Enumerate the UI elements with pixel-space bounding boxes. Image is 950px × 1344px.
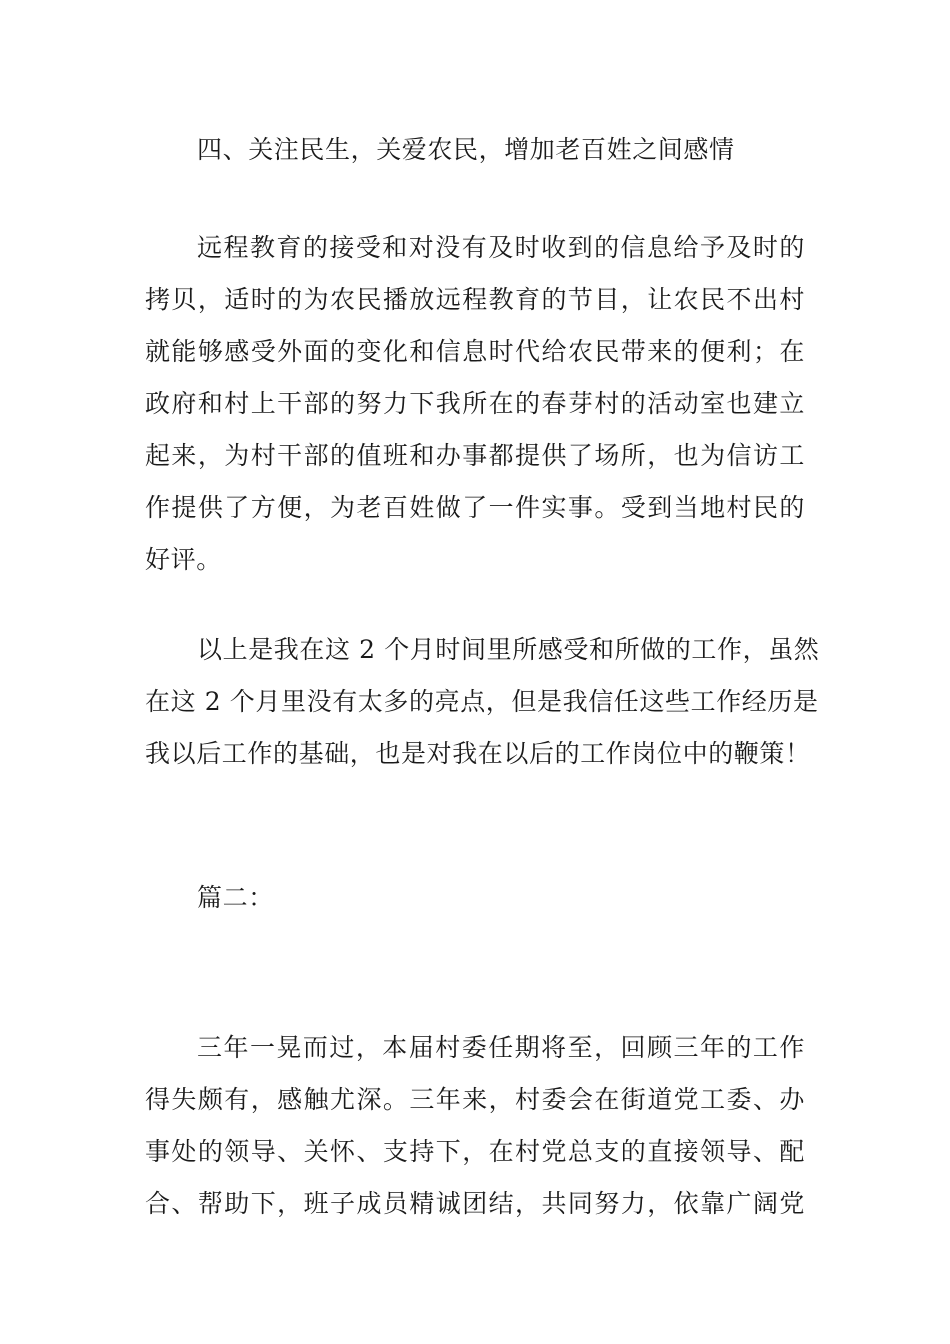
paragraph-line: 以上是我在这 2 个月时间里所感受和所做的工作，虽然 (197, 635, 820, 664)
paragraph-line: 远程教育的接受和对没有及时收到的信息给予及时的 (197, 233, 805, 262)
paragraph-line: 三年一晃而过，本届村委任期将至，回顾三年的工作 (197, 1033, 805, 1062)
section-heading: 四、关注民生，关爱农民，增加老百姓之间感情 (197, 135, 735, 164)
paragraph-line: 事处的领导、关怀、支持下，在村党总支的直接领导、配 (145, 1137, 805, 1166)
paragraph-line: 我以后工作的基础，也是对我在以后的工作岗位中的鞭策！ (145, 739, 811, 768)
paragraph-line: 得失颇有，感触尤深。三年来，村委会在街道党工委、办 (145, 1085, 805, 1114)
paragraph-line: 起来，为村干部的值班和办事都提供了场所，也为信访工 (145, 441, 805, 470)
paragraph-line: 合、帮助下，班子成员精诚团结，共同努力，依靠广阔党 (145, 1189, 805, 1218)
part-label: 篇二： (197, 883, 274, 912)
paragraph-line: 作提供了方便，为老百姓做了一件实事。受到当地村民的 (145, 493, 805, 522)
paragraph-line: 就能够感受外面的变化和信息时代给农民带来的便利；在 (145, 337, 805, 366)
paragraph-line: 政府和村上干部的努力下我所在的春芽村的活动室也建立 (145, 389, 805, 418)
paragraph-line: 拷贝，适时的为农民播放远程教育的节目，让农民不出村 (145, 285, 805, 314)
paragraph-line: 在这 2 个月里没有太多的亮点，但是我信任这些工作经历是 (145, 687, 819, 716)
paragraph-line: 好评。 (145, 545, 222, 574)
